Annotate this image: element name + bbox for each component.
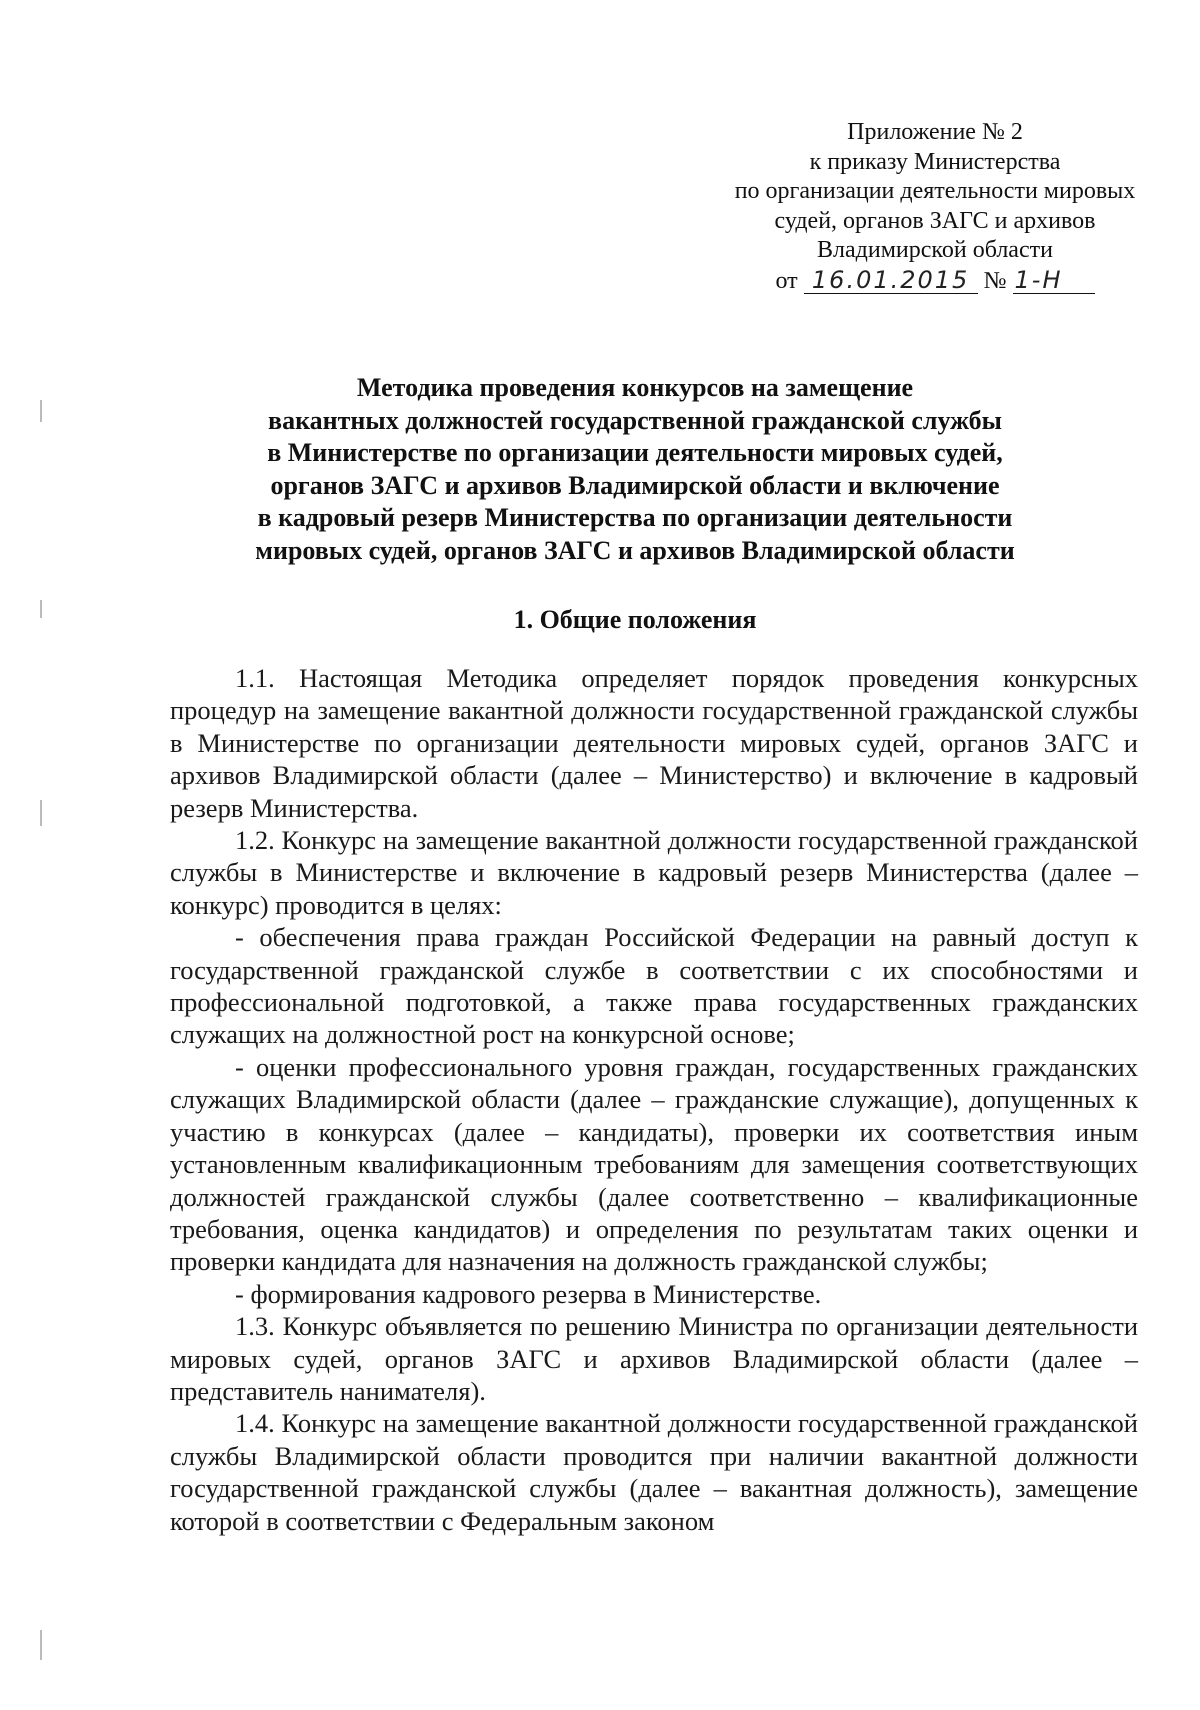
document-title xyxy=(170,372,1100,567)
list-item: - оценки профессионального уровня граждан, государственных гражданских служащих Владимирской области (далее – гражданские служащие), допущенных к участию в конкурсах (далее – кандидаты), проверки их соответствия иным установленным квалификационным требованиям для замещения соответствующих должностей гражданской службы (далее соответственно – квалификационные требования, оценка кандидатов) и определения по результатам таких оценки и проверки кандидата для назначения на должность гражданской службы; xyxy=(170,1051,1138,1277)
paragraph-1-1: 1.1. Настоящая Методика определяет порядок проведения конкурсных процедур на замещение вакантной должности государственной гражданской службы в Министерстве по организации деятельности мировых судей, органов ЗАГС и архивов Владимирской области (далее – Министерство) и включение в кадровый резерв Министерства. xyxy=(170,663,1138,823)
order-date-number-line xyxy=(700,267,1170,297)
scan-artifact xyxy=(40,1630,42,1660)
document-body xyxy=(170,662,1138,1537)
appendix-line: Приложение № 2 xyxy=(847,119,1023,145)
number-prefix: № xyxy=(983,267,1007,294)
title-line: Методика проведения конкурсов на замещение xyxy=(356,373,914,402)
title-line: мировых судей, органов ЗАГС и архивов Владимирской области xyxy=(255,535,1015,565)
paragraph-1-4: 1.4. Конкурс на замещение вакантной должности государственной гражданской службы Владимирской области проводится при наличии вакантной должности государственной гражданской службы (далее – вакантная должность), замещение которой в соответствии с Федеральным законом xyxy=(170,1408,1138,1536)
appendix-line: к приказу Министерства xyxy=(809,148,1061,175)
title-line: в кадровый резерв Министерства по организации деятельности xyxy=(257,503,1013,532)
list-item: - формирования кадрового резерва в Министерстве. xyxy=(235,1278,822,1309)
section-heading: 1. Общие положения xyxy=(513,605,757,634)
appendix-block xyxy=(700,118,1170,296)
title-line: в Министерстве по организации деятельности мировых судей, xyxy=(267,438,1003,467)
scan-artifact xyxy=(40,400,42,422)
paragraph-1-2: 1.2. Конкурс на замещение вакантной должности государственной гражданской службы в Министерстве и включение в кадровый резерв Министерства (далее – конкурс) проводится в целях: xyxy=(170,825,1138,920)
appendix-line: по организации деятельности мировых xyxy=(734,178,1136,204)
scan-artifact xyxy=(40,800,42,826)
handwritten-date: 16.01.2015 xyxy=(804,267,978,294)
list-item: - обеспечения права граждан Российской Федерации на равный доступ к государственной гражданской службе в соответствии с их способностями и профессиональной подготовкой, а также права государственных гражданских служащих на должностной рост на конкурсной основе; xyxy=(170,922,1138,1050)
title-line: органов ЗАГС и архивов Владимирской области и включение xyxy=(270,470,1000,500)
paragraph-1-3: 1.3. Конкурс объявляется по решению Министра по организации деятельности мировых судей, органов ЗАГС и архивов Владимирской области (далее – представитель нанимателя). xyxy=(170,1311,1138,1406)
title-line: вакантных должностей государственной гражданской службы xyxy=(268,405,1002,435)
date-prefix: от xyxy=(775,267,798,294)
appendix-line: Владимирской области xyxy=(817,237,1053,263)
handwritten-number: 1-Н xyxy=(1013,267,1095,294)
scan-artifact xyxy=(40,600,42,618)
appendix-line: судей, органов ЗАГС и архивов xyxy=(774,207,1096,234)
